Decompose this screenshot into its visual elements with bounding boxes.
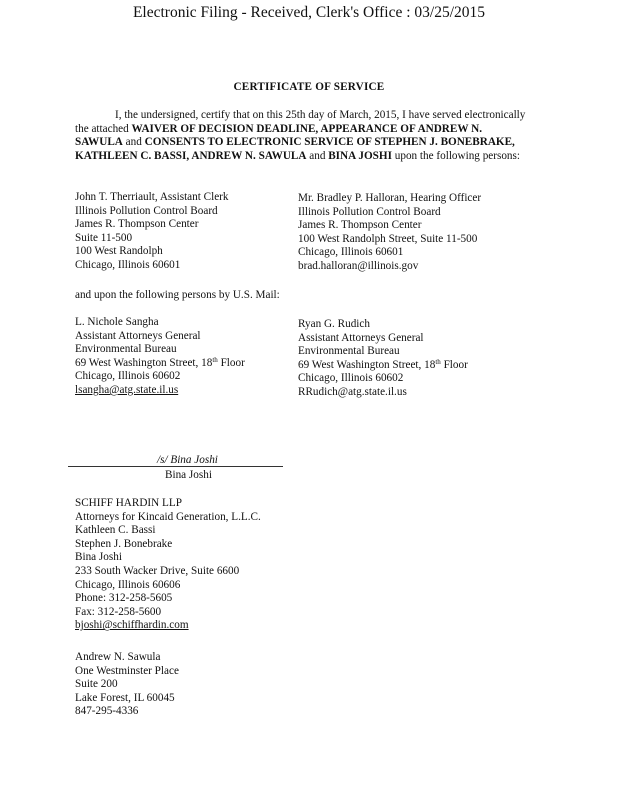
intro-text-3: and xyxy=(306,149,329,162)
intro-bold-2: CONSENTS TO ELECTRONIC SERVICE OF STEPHEN J. BONEBRAKE, KATHLEEN C. BASSI, ANDREW N. SAWULA xyxy=(75,136,515,162)
attorney-suite: Suite 200 xyxy=(75,678,118,691)
firm-signature-block xyxy=(75,497,261,633)
recipient-street: 100 West Randolph xyxy=(75,245,163,258)
certification-paragraph xyxy=(75,109,527,163)
attorney-city: Lake Forest, IL 60045 xyxy=(75,691,175,704)
recipient-city: Chicago, Illinois 60602 xyxy=(75,370,181,383)
recipient-name: Mr. Bradley P. Halloran, Hearing Officer xyxy=(298,192,482,204)
attorney-name: Kathleen C. Bassi xyxy=(75,524,156,537)
recipient-email: brad.halloran@illinois.gov xyxy=(298,259,419,272)
attorney-name: Stephen J. Bonebrake xyxy=(75,537,173,550)
electronic-filing-header: Electronic Filing - Received, Clerk's Office : 03/25/2015 xyxy=(132,4,486,21)
intro-text-1: I, the undersigned, certify that on this 25th day of March, 2015, I have served electronically the attached xyxy=(75,109,526,135)
attorney-address: One Westminster Place xyxy=(75,664,179,677)
intro-bold-1: WAIVER OF DECISION DEADLINE, APPEARANCE OF ANDREW N. SAWULA xyxy=(75,122,483,149)
mail-recipient-sangha xyxy=(75,316,245,398)
service-recipient-hearing-officer xyxy=(298,192,481,274)
recipient-street: 69 West Washington Street, 18th Floor xyxy=(298,357,468,371)
firm-email-link[interactable]: bjoshi@schiffhardin.com xyxy=(75,619,189,632)
attorney-name: Andrew N. Sawula xyxy=(75,651,161,663)
recipient-name: Ryan G. Rudich xyxy=(298,318,370,330)
recipient-title: Assistant Attorneys General xyxy=(298,331,424,344)
recipient-title: Assistant Attorneys General xyxy=(75,329,201,342)
signer-name: Bina Joshi xyxy=(165,469,212,481)
intro-text-2: and xyxy=(122,136,145,149)
attorney-name: Bina Joshi xyxy=(75,551,122,564)
recipient-building: James R. Thompson Center xyxy=(75,218,199,231)
recipient-email-link[interactable]: lsangha@atg.state.il.us xyxy=(75,383,179,396)
mail-recipient-rudich xyxy=(298,318,468,400)
document-title: CERTIFICATE OF SERVICE xyxy=(233,81,385,93)
intro-bold-3: BINA JOSHI xyxy=(328,149,392,162)
firm-phone: Phone: 312-258-5605 xyxy=(75,592,173,605)
service-recipient-clerk xyxy=(75,191,229,273)
second-attorney-block xyxy=(75,651,179,719)
recipient-email: RRudich@atg.state.il.us xyxy=(298,385,407,398)
recipient-street: 100 West Randolph Street, Suite 11-500 xyxy=(298,232,478,245)
firm-role: Attorneys for Kincaid Generation, L.L.C. xyxy=(75,510,261,523)
recipient-name: John T. Therriault, Assistant Clerk xyxy=(75,191,229,203)
intro-text-4: upon the following persons: xyxy=(391,149,520,162)
recipient-building: James R. Thompson Center xyxy=(298,219,422,232)
mail-service-intro: and upon the following persons by U.S. Mail: xyxy=(75,289,280,301)
electronic-signature: /s/ Bina Joshi xyxy=(157,454,218,466)
recipient-name: L. Nichole Sangha xyxy=(75,316,159,328)
firm-fax: Fax: 312-258-5600 xyxy=(75,605,162,618)
recipient-org: Illinois Pollution Control Board xyxy=(75,204,218,217)
recipient-org: Illinois Pollution Control Board xyxy=(298,205,441,218)
attorney-phone: 847-295-4336 xyxy=(75,705,139,718)
firm-city: Chicago, Illinois 60606 xyxy=(75,578,181,591)
recipient-city: Chicago, Illinois 60601 xyxy=(75,258,181,271)
firm-name: SCHIFF HARDIN LLP xyxy=(75,497,182,509)
recipient-city: Chicago, Illinois 60601 xyxy=(298,246,404,259)
recipient-suite: Suite 11-500 xyxy=(75,231,133,244)
firm-address: 233 South Wacker Drive, Suite 6600 xyxy=(75,564,240,577)
recipient-bureau: Environmental Bureau xyxy=(298,345,400,358)
recipient-street: 69 West Washington Street, 18th Floor xyxy=(75,355,245,369)
recipient-bureau: Environmental Bureau xyxy=(75,343,177,356)
recipient-city: Chicago, Illinois 60602 xyxy=(298,372,404,385)
